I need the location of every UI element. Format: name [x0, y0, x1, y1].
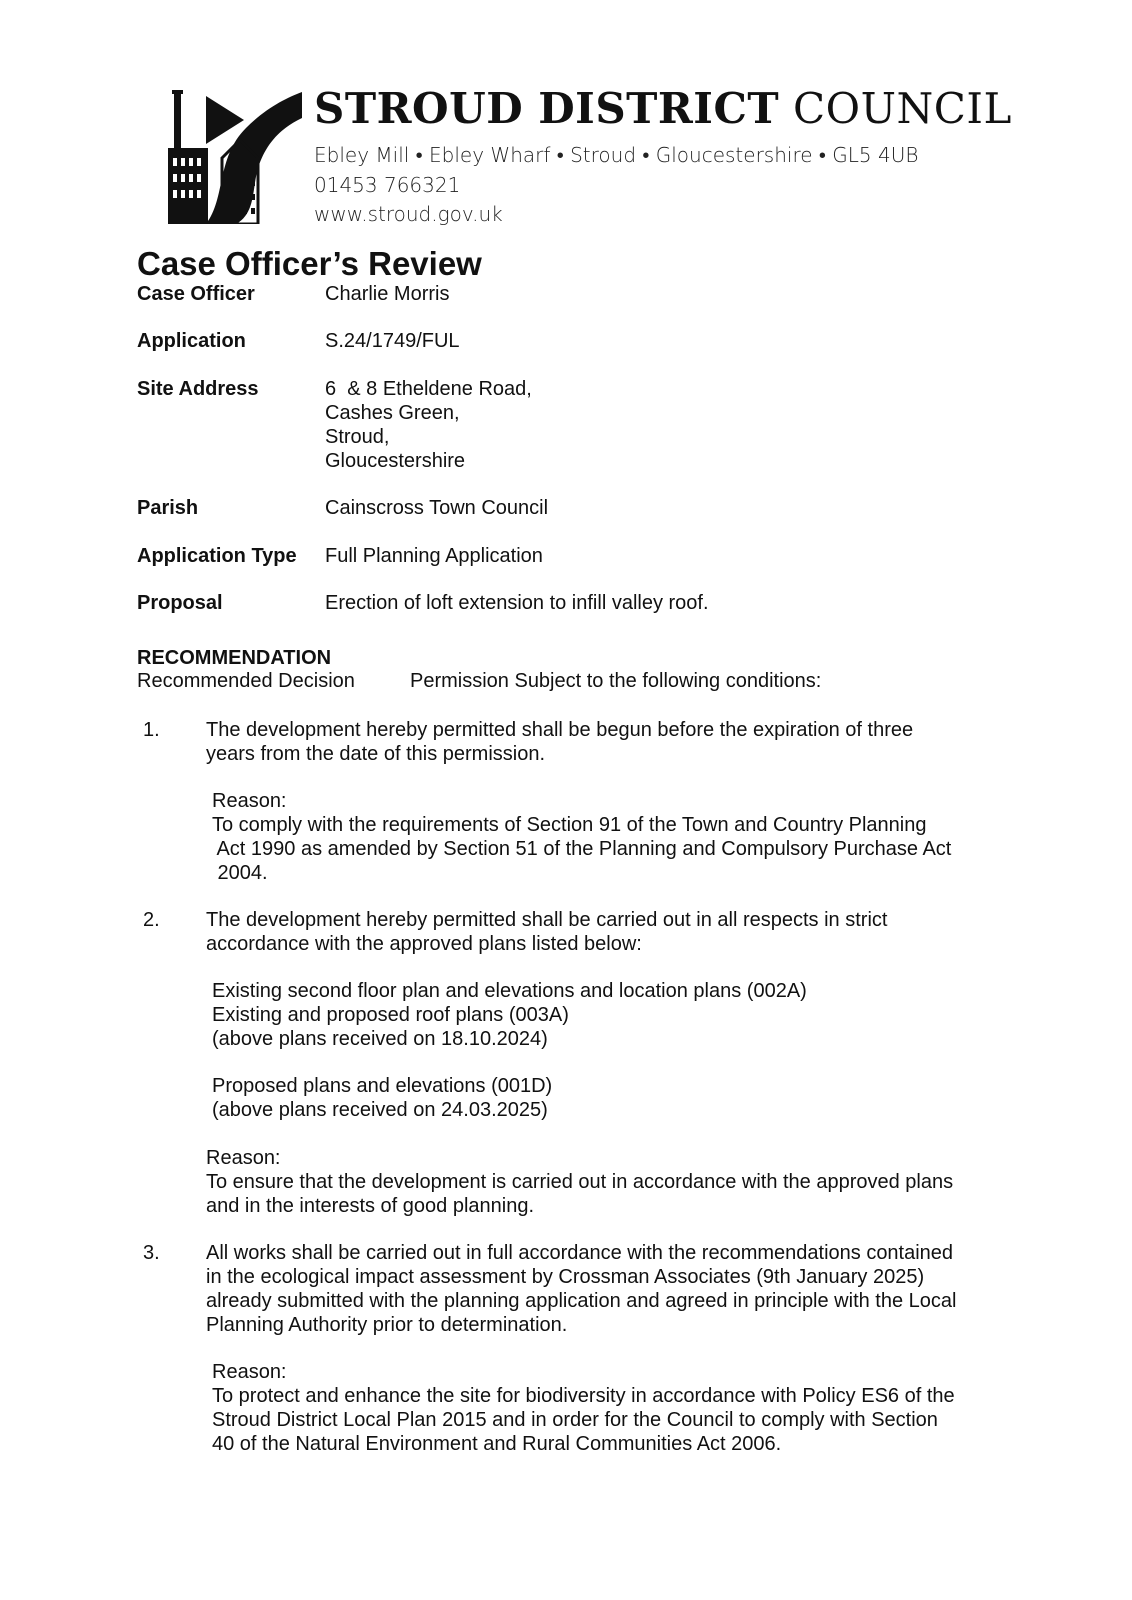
plan-item: Proposed plans and elevations (001D) [212, 1075, 553, 1097]
condition-text: already submitted with the planning application and agreed in principle with the Local [206, 1290, 957, 1312]
council-name-bold: STROUD DISTRICT [314, 84, 780, 133]
site-address-label: Site Address [137, 378, 259, 400]
condition-number: 2. [143, 909, 160, 931]
reason-text: To protect and enhance the site for biodiversity in accordance with Policy ES6 of the [212, 1385, 955, 1407]
condition-number: 3. [143, 1242, 160, 1264]
proposal-label: Proposal [137, 592, 223, 614]
application-type-label: Application Type [137, 545, 297, 567]
plan-item: (above plans received on 24.03.2025) [212, 1099, 548, 1121]
recommended-decision-value: Permission Subject to the following conditions: [410, 670, 822, 692]
page-title: Case Officer’s Review [137, 245, 482, 282]
application-value: S.24/1749/FUL [325, 330, 460, 352]
site-address-line: Stroud, [325, 426, 390, 448]
reason-text: To ensure that the development is carried out in accordance with the approved plans [206, 1171, 954, 1193]
condition-text: Planning Authority prior to determination. [206, 1314, 568, 1336]
reason-label: Reason: [212, 790, 287, 812]
condition-number: 1. [143, 719, 160, 741]
condition-text: All works shall be carried out in full accordance with the recommendations contained [206, 1242, 954, 1264]
council-phone: 01453 766321 [314, 173, 461, 197]
condition-text: accordance with the approved plans listed below: [206, 933, 642, 955]
council-address: Ebley Mill • Ebley Wharf • Stroud • Gloucestershire • GL5 4UB [314, 143, 919, 167]
site-address-line: Gloucestershire [325, 450, 466, 472]
case-officer-label: Case Officer [137, 283, 255, 305]
plan-item: (above plans received on 18.10.2024) [212, 1028, 548, 1050]
reason-text: 2004. [212, 862, 268, 884]
site-address-line: 6 & 8 Etheldene Road, [325, 378, 532, 400]
council-name [314, 84, 1012, 134]
reason-text: Stroud District Local Plan 2015 and in order for the Council to comply with Section [212, 1409, 938, 1431]
condition-text: in the ecological impact assessment by Crossman Associates (9th January 2025) [206, 1266, 925, 1288]
recommended-decision-label: Recommended Decision [137, 670, 355, 692]
application-type-value: Full Planning Application [325, 545, 543, 567]
council-website: www.stroud.gov.uk [314, 202, 503, 226]
plan-item: Existing second floor plan and elevations and location plans (002A) [212, 980, 807, 1002]
reason-text: 40 of the Natural Environment and Rural Communities Act 2006. [212, 1433, 782, 1455]
parish-label: Parish [137, 497, 199, 519]
condition-text: years from the date of this permission. [206, 743, 546, 765]
reason-text: and in the interests of good planning. [206, 1195, 535, 1217]
reason-label: Reason: [206, 1147, 281, 1169]
reason-text: Act 1990 as amended by Section 51 of the Planning and Compulsory Purchase Act [212, 838, 952, 860]
case-officer-value: Charlie Morris [325, 283, 450, 305]
proposal-value: Erection of loft extension to infill valley roof. [325, 592, 709, 614]
recommendation-heading: RECOMMENDATION [137, 647, 332, 669]
mill-building-logo [166, 88, 302, 224]
reason-label: Reason: [212, 1361, 287, 1383]
site-address-line: Cashes Green, [325, 402, 460, 424]
plan-item: Existing and proposed roof plans (003A) [212, 1004, 569, 1026]
reason-text: To comply with the requirements of Section 91 of the Town and Country Planning [212, 814, 927, 836]
condition-text: The development hereby permitted shall be begun before the expiration of three [206, 719, 914, 741]
condition-text: The development hereby permitted shall be carried out in all respects in strict [206, 909, 888, 931]
application-label: Application [137, 330, 246, 352]
parish-value: Cainscross Town Council [325, 497, 549, 519]
council-name-light: COUNCIL [793, 84, 1012, 133]
